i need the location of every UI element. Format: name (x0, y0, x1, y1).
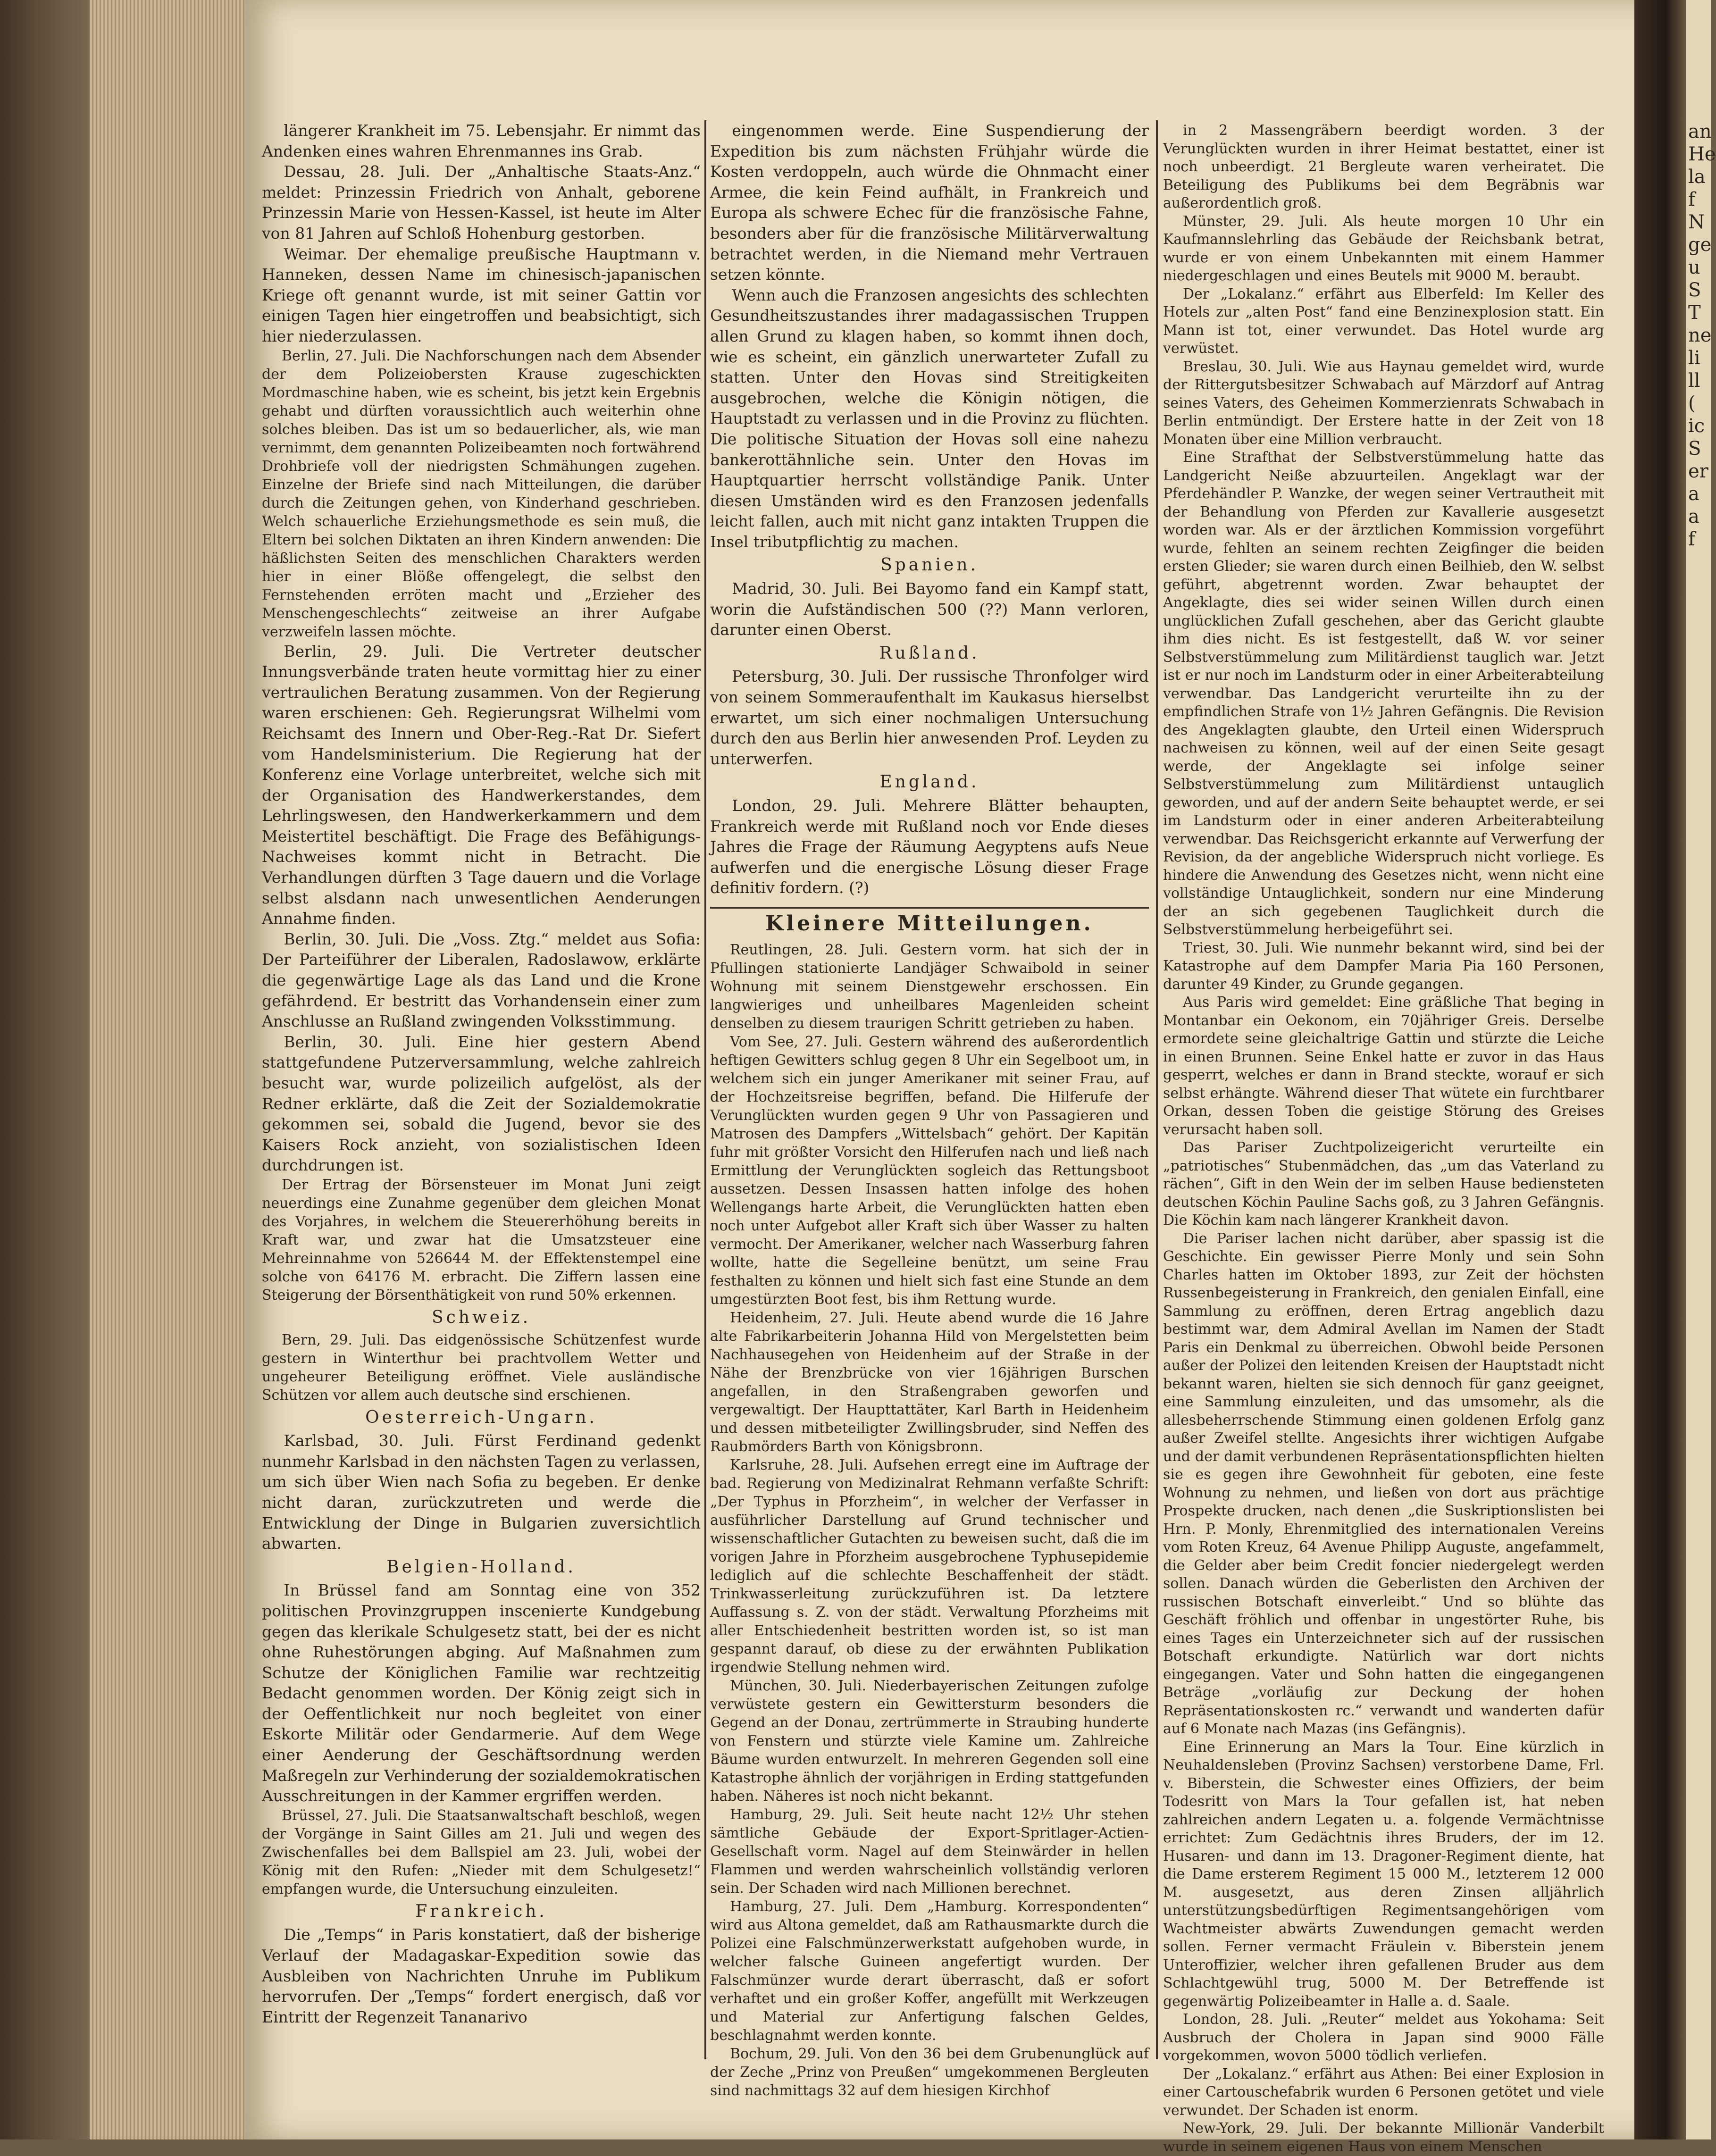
paragraph: Vom See, 27. Juli. Gestern während des außerordentlich heftigen Gewitters schlug gegen 8 Uhr ein Segelboot um, in welchem sich ein junger Amerikaner mit seiner Frau, auf der Hochzeitsreise begriffen, befand. Die Hilferufe der Verunglückten wurden gegen 9 Uhr von Passagieren und Matrosen des Dampfers „Wittelsbach“ gehört. Der Kapitän fuhr mit größter Vorsicht den Hilferufen nach und ließ nach Ermittlung der Verunglückten sogleich das Rettungsboot aussetzen. Dessen Insassen hatten infolge des hohen Wellengangs harte Arbeit, die Verunglückten hatten eben noch unter Aufgebot aller Kraft sich über Wasser zu halten vermocht. Der Amerikaner, welcher nach Wasserburg fahren wollte, hatte die Segelleine benützt, um seine Frau festhalten zu können und hielt sich fast eine Stunde an dem umgestürzten Boot fest, bis ihm Rettung wurde. (710, 1033, 1149, 1308)
fragment-char: er (1688, 460, 1708, 482)
next-page-fragment (1688, 120, 1716, 551)
column-1 (262, 120, 701, 2027)
paragraph: Madrid, 30. Juli. Bei Bayomo fand ein Kampf statt, worin die Aufständischen 500 (??) Mann verloren, darunter einen Oberst. (710, 579, 1149, 639)
paragraph: Münster, 29. Juli. Als heute morgen 10 Uhr ein Kaufmannslehrling das Gebäude der Reichsbank betrat, wurde er von einem Unbekannten mit einem Hammer niedergeschlagen und eines Beutels mit 9000 M. beraubt. (1163, 213, 1604, 284)
book-spine (0, 0, 90, 2139)
section-heading: England. (879, 772, 979, 792)
paragraph: Das Pariser Zuchtpolizeigericht verurteilte ein „patriotisches“ Stubenmädchen, das „um das Vaterland zu rächen“, Gift in den Wein der im selben Hause bediensteten deutschen Köchin Pauline Sachs goß, zu 3 Jahren Gefängnis. Die Köchin kam nach längerer Krankheit davon. (1163, 1139, 1604, 1228)
next-page-edge (1686, 0, 1716, 2139)
paragraph: Brüssel, 27. Juli. Die Staatsanwaltschaft beschloß, wegen der Vorgänge in Saint Gilles am 21. Juli und wegen des Zwischenfalles bei dem Ballspiel am 23. Juli, wobei der König mit den Rufen: „Nieder mit dem Schulgesetz!“ empfangen wurde, die Untersuchung einzuleiten. (262, 1807, 701, 1897)
paragraph: Eine Strafthat der Selbstverstümmelung hatte das Landgericht Neiße abzuurteilen. Angeklagt war der Pferdehändler P. Wanzke, der wegen seiner Vertrautheit mit der Behandlung von Pferden zur Kavallerie ausgesetzt worden war. Als er der ärztlichen Kommission vorgeführt wurde, fehlten an seinem rechten Zeigfinger die beiden ersten Glieder; sie waren durch einen Beilhieb, den W. selbst geführt, abgetrennt worden. Zwar behauptet der Angeklagte, dies sei wider seinen Willen durch einen unglücklichen Zufall geschehen, aber das Gericht glaubte ihm dies nicht. Es ist festgestellt, daß W. vor seiner Selbstverstümmelung zum Militärdienst tauglich war. Jetzt ist er nur noch im Landsturm oder in einer Arbeiterabteilung verwendbar. Das Landgericht verurteilte ihn zu der empfindlichen Strafe von 1½ Jahren Gefängnis. Die Revision des Angeklagten glaubte, den Urteil einen Widerspruch nachweisen zu können, weil auf der einen Seite gesagt werde, der Angeklagte sei infolge seiner Selbstverstümmelung zum Militärdienst untauglich geworden, und auf der andern Seite behauptet werde, er sei im Landsturm oder in einer anderen Arbeiterabteilung verwendbar. Das Reichsgericht erkannte auf Verwerfung der Revision, da der angebliche Widerspruch nicht vorliege. Es hindere die Anwendung des Gesetzes nicht, wenn nicht eine vollständige Untauglichkeit, sondern nur eine Minderung der an sich gegebenen Tauglichkeit durch die Selbstverstümmelung herbeigeführt sei. (1163, 449, 1604, 938)
paragraph: Bochum, 29. Juli. Von den 36 bei dem Grubenunglück auf der Zeche „Prinz von Preußen“ umgekommenen Bergleuten sind nachmittags 32 auf dem hiesigen Kirchhof (710, 2045, 1149, 2099)
paragraph: Berlin, 30. Juli. Eine hier gestern Abend stattgefundene Putzerversammlung, welche zahlreich besucht war, wurde polizeilich aufgelöst, als der Redner erklärte, daß die Zeit der Sozialdemokratie gekommen sei, sobald die Jugend, bevor sie des Kaisers Rock anzieht, von sozialistischen Ideen durchdrungen ist. (262, 1032, 701, 1175)
fragment-char: la (1688, 166, 1706, 188)
paragraph: Die Pariser lachen nicht darüber, aber spassig ist die Geschichte. Ein gewisser Pierre Monly und sein Sohn Charles hatten im Oktober 1893, zur Zeit der höchsten Russenbegeisterung in Frankreich, den genialen Einfall, eine Sammlung zu eröffnen, deren Ertrag angeblich dazu bestimmt war, dem Admiral Avellan im Namen der Stadt Paris ein Denkmal zu überreichen. Obwohl beide Personen außer der Polizei den leitenden Kreisen der Hauptstadt nicht bekannt waren, hielten sie sich dennoch für ganz geeignet, eine Sammlung einzuleiten, und das umsomehr, als die allesbeherrschende Stimmung einen goldenen Erfolg ganz außer Zweifel stellte. Angesichts ihrer wichtigen Aufgabe und der damit verbundenen Repräsentationspflichten hielten sie es gegen ihre Gewohnheit für geboten, eine feste Wohnung zu nehmen, und ließen von dort aus prächtige Prospekte drucken, nach denen „die Suskriptionslisten bei Hrn. P. Monly, Ehrenmitglied des internationalen Vereins vom Roten Kreuz, 64 Avenue Philipp Auguste, angefammelt, die Gelder aber beim Credit foncier niedergelegt werden sollen. Danach würden die Geberlisten den Archiven der russischen Botschaft einverleibt.“ Und so blühte das Geschäft fröhlich und offenbar in ungestörter Ruhe, bis eines Tages ein Unterzeichneter sich auf der russischen Botschaft erkundigte. Natürlich war dort nichts eingegangen. Vater und Sohn hatten die eingegangenen Beträge „vorläufig zur Deckung der hohen Repräsentationskosten rc.“ verwandt und wanderten dafür auf 6 Monate nach Mazas (ins Gefängnis). (1163, 1230, 1604, 1737)
section-divider (710, 907, 1149, 909)
section-heading: Frankreich. (415, 1901, 547, 1921)
paragraph: Hamburg, 29. Juli. Seit heute nacht 12½ Uhr stehen sämtliche Gebäude der Export-Spritlager-Actien-Gesellschaft vorm. Nagel auf dem Steinwärder in hellen Flammen und werden wahrscheinlich vollständig verloren sein. Der Schaden wird nach Millionen berechnet. (710, 1806, 1149, 1897)
fragment-char: ll (1688, 370, 1700, 392)
column-2 (710, 120, 1149, 2100)
column-rule (704, 120, 706, 2059)
section-heading: Schweiz. (431, 1307, 531, 1327)
paragraph: Der „Lokalanz.“ erfährt aus Athen: Bei einer Explosion in einer Cartouschefabrik wurden 6 Personen getötet und viele verwundet. Der Schaden ist enorm. (1163, 2065, 1604, 2119)
paragraph: Dessau, 28. Juli. Der „Anhaltische Staats-Anz.“ meldet: Prinzessin Friedrich von Anhalt, geborene Prinzessin Marie von Hessen-Kassel, ist heute im Alter von 81 Jahren auf Schloß Hohenburg gestorben. (262, 162, 701, 242)
fragment-char: u (1688, 257, 1700, 278)
section-title: Kleinere Mitteilungen. (765, 911, 1094, 936)
paragraph: eingenommen werde. Eine Suspendierung der Expedition bis zum nächsten Frühjahr würde die Kosten verdoppeln, auch würde die Ohnmacht einer Armee, die kein Feind aufhält, in Frankreich und Europa als schwere Echec für die französische Fahne, besonders aber für die französische Militärverwaltung betrachtet werden, in die Niemand mehr Vertrauen setzen könnte. (710, 121, 1149, 284)
fragment-char: He (1688, 143, 1716, 165)
section-heading: Oesterreich-Ungarn. (365, 1407, 597, 1427)
fragment-char: N (1688, 211, 1705, 233)
paragraph: Eine Erinnerung an Mars la Tour. Eine kürzlich in Neuhaldensleben (Provinz Sachsen) verstorbene Dame, Frl. v. Biberstein, die Schwester eines Offiziers, der beim Todesritt von Mars la Tour gefallen ist, hat neben zahlreichen andern Legaten u. a. folgende Vermächtnisse errichtet: Zum Gedächtnis ihres Bruders, der im 12. Husaren- und dann im 13. Dragoner-Regiment diente, hat die Dame ersterem Regiment 15 000 M., letzterem 12 000 M. ausgesetzt, aus deren Zinsen alljährlich unterstützungsbedürftigen Regimentsangehörigen vom Wachtmeister abwärts Zuwendungen gemacht werden sollen. Ferner vermacht Fräulein v. Biberstein jenem Unteroffizier, welcher ihren gefallenen Bruder aus dem Schlachtgewühl trug, 5000 M. Der Betreffende ist gegenwärtig Polizeibeamter in Halle a. d. Saale. (1163, 1738, 1604, 2010)
section-heading: Rußland. (879, 643, 980, 663)
section-heading: Belgien-Holland. (386, 1557, 576, 1577)
fragment-char: ( (1688, 393, 1696, 414)
fragment-char: an (1688, 121, 1712, 142)
fragment-char: ge (1688, 234, 1712, 256)
paragraph: New-York, 29. Juli. Der bekannte Millionär Vanderbilt wurde in seinem eigenen Haus von einem Menschen (1163, 2120, 1604, 2155)
paragraph: Berlin, 30. Juli. Die „Voss. Ztg.“ meldet aus Sofia: Der Parteiführer der Liberalen, Radoslawow, erklärte die gegenwärtige Lage als das Land und die Krone gefährdend. Er bestritt das Vorhandensein einer zum Anschlusse an Rußland zwingenden Volksstimmung. (262, 929, 701, 1031)
paragraph: Karlsruhe, 28. Juli. Aufsehen erregt eine im Auftrage der bad. Regierung von Medizinalrat Rehmann verfaßte Schrift: „Der Typhus in Pforzheim“, in welcher der Verfasser in ausführlicher Darstellung auf Grund technischer und wissenschaftlicher Gutachten zu beweisen sucht, daß die im vorigen Jahre in Pforzheim ausgebrochene Typhusepidemie lediglich auf die schlechte Beschaffenheit der städt. Trinkwasserleitung zurückzuführen ist. Da letztere Auffassung s. Z. von der städt. Verwaltung Pforzheims mit aller Entschiedenheit bestritten worden ist, so ist man gespannt darauf, ob diese zu der erwähnten Publikation irgendwie Stellung nehmen wird. (710, 1456, 1149, 1676)
binding-gutter (1634, 0, 1686, 2139)
paragraph: Der „Lokalanz.“ erfährt aus Elberfeld: Im Keller des Hotels zur „alten Post“ fand eine Benzinexplosion statt. Ein Mann ist tot, einer verwundet. Das Hotel wurde arg verwüstet. (1163, 285, 1604, 357)
fragment-char: ic (1688, 415, 1705, 437)
paragraph: München, 30. Juli. Niederbayerischen Zeitungen zufolge verwüstete gestern ein Gewittersturm besonders die Gegend an der Donau, zertrümmerte in Straubing hunderte von Fenstern und stürzte viele Kamine um. Zahlreiche Bäume wurden entwurzelt. In mehreren Gegenden soll eine Katastrophe ähnlich der vorjährigen in Erding stattgefunden haben. Näheres ist noch nicht bekannt. (710, 1677, 1149, 1805)
paragraph: Hamburg, 27. Juli. Dem „Hamburg. Korrespondenten“ wird aus Altona gemeldet, daß am Rathausmarkte durch die Polizei eine Falschmünzerwerkstatt aufgehoben wurde, in welcher falsche Guineen angefertigt wurden. Der Falschmünzer wurde derart überrascht, daß er sofort verhaftet und ein großer Koffer, angefüllt mit Werkzeugen und Material zur Anfertigung falschen Geldes, beschlagnahmt werden konnte. (710, 1898, 1149, 2044)
paragraph: Karlsbad, 30. Juli. Fürst Ferdinand gedenkt nunmehr Karlsbad in den nächsten Tagen zu verlassen, um sich über Wien nach Sofia zu begeben. Er denke nicht daran, zurückzutreten und werde die Entwicklung der Dinge in Bulgarien zuversichtlich abwarten. (262, 1431, 701, 1553)
fragment-char: ne (1688, 325, 1712, 346)
fragment-char: a (1688, 483, 1699, 505)
paragraph: London, 28. Juli. „Reuter“ meldet aus Yokohama: Seit Ausbruch der Cholera in Japan sind 9000 Fälle vorgekommen, wovon 5000 tödlich verliefen. (1163, 2011, 1604, 2064)
fragment-char: f (1688, 189, 1695, 210)
paragraph: Bern, 29. Juli. Das eidgenössische Schützenfest wurde gestern in Winterthur bei prachtvollem Wetter und ungeheurer Beteiligung eröffnet. Viele ausländische Schützen vor allem auch deutsche sind erschienen. (262, 1331, 701, 1404)
fragment-char: f (1688, 528, 1695, 550)
paragraph: Aus Paris wird gemeldet: Eine gräßliche That beging in Montanbar ein Oekonom, ein 70jähriger Greis. Derselbe ermordete seine gleichaltrige Gattin und stürzte die Leiche in einen Brunnen. Seine Enkel hatte er zuvor in das Haus gesperrt, welches er dann in Brand steckte, worauf er sich selbst erhängte. Während dieser That wütete ein furchtbarer Orkan, dessen Toben die geistige Störung des Greises verursacht haben soll. (1163, 994, 1604, 1138)
paragraph: In Brüssel fand am Sonntag eine von 352 politischen Provinzgruppen inscenierte Kundgebung gegen das klerikale Schulgesetz statt, bei der es nicht ohne Ruhestörungen abging. Auf Maßnahmen zum Schutze der Königlichen Familie war rechtzeitig Bedacht genommen worden. Der König zeigt sich in der Oeffentlichkeit nur noch begleitet von einer Eskorte Militär oder Gendarmerie. Auf dem Wege einer Aenderung der Geschäftsordnung werden Maßregeln zur Verhinderung der sozialdemokratischen Ausschreitungen in der Kammer ergriffen werden. (262, 1581, 701, 1805)
paragraph: in 2 Massengräbern beerdigt worden. 3 der Verunglückten wurden in ihrer Heimat bestattet, einer ist noch unbeerdigt. 21 Bergleute waren verheiratet. Die Beteiligung des Publikums bei dem Begräbnis war außerordentlich groß. (1163, 122, 1604, 211)
paragraph: Berlin, 29. Juli. Die Vertreter deutscher Innungsverbände traten heute vormittag hier zu einer vertraulichen Beratung zusammen. Von der Regierung waren erschienen: Geh. Regierungsrat Wilhelmi vom Reichsamt des Innern und Ober-Reg.-Rat Dr. Siefert vom Handelsministerium. Die Regierung hat der Konferenz eine Vorlage unterbreitet, welche sich mit der Organisation des Handwerkerstandes, dem Lehrlingswesen, den Handwerkerkammern und dem Meistertitel beschäftigt. Die Frage des Befähigungs-Nachweises kommt nicht in Betracht. Die Verhandlungen dürften 3 Tage dauern und die Vorlage selbst alsdann nach unwesentlichen Aenderungen Annahme finden. (262, 642, 701, 928)
paragraph: Wenn auch die Franzosen angesichts des schlechten Gesundheitszustandes ihrer madagassischen Truppen allen Grund zu klagen haben, so kommt ihnen doch, wie es scheint, ein gänzlich unerwarteter Zufall zu statten. Unter den Hovas sind Streitigkeiten ausgebrochen, welche die Königin nötigen, die Hauptstadt zu verlassen und in die Provinz zu flüchten. Die politische Situation der Hovas soll eine nahezu bankerottähnliche sein. Unter den Hovas im Hauptquartier herrscht vollständige Panik. Unter diesen Umständen wird es den Franzosen jedenfalls leicht fallen, auch mit nicht ganz intakten Truppen die Insel tributpflichtig zu machen. (710, 285, 1149, 551)
section-heading: Spanien. (880, 555, 979, 575)
paragraph: längerer Krankheit im 75. Lebensjahr. Er nimmt das Andenken eines wahren Ehrenmannes ins Grab. (262, 121, 701, 160)
paragraph: Der Ertrag der Börsensteuer im Monat Juni zeigt neuerdings eine Zunahme gegenüber dem gleichen Monat des Vorjahres, in welchem die Steuererhöhung bereits in Kraft war, und zwar hat die Umsatzsteuer eine Mehreinnahme von 526644 M. der Effektenstempel eine solche von 64176 M. erbracht. Die Ziffern lassen eine Steigerung der Börsenthätigkeit von rund 50% erkennen. (262, 1176, 701, 1304)
paragraph: Weimar. Der ehemalige preußische Hauptmann v. Hanneken, dessen Name im chinesisch-japanischen Kriege oft genannt wurde, ist mit seiner Gattin vor einigen Tagen hier eingetroffen und beabsichtigt, sich hier niederzulassen. (262, 244, 701, 345)
paragraph: Petersburg, 30. Juli. Der russische Thronfolger wird von seinem Sommeraufenthalt im Kaukasus hierselbst erwartet, um sich einer nochmaligen Untersuchung durch den aus Berlin hier anwesenden Prof. Leyden zu unterwerfen. (710, 667, 1149, 768)
column-3 (1163, 122, 1604, 2156)
paragraph: Berlin, 27. Juli. Die Nachforschungen nach dem Absender der dem Polizeiobersten Krause zugeschickten Mordmaschine haben, wie es scheint, bis jetzt kein Ergebnis gehabt und dürften voraussichtlich auch weiterhin ohne solches bleiben. Das ist um so bedauerlicher, als, wie man vernimmt, dem genannten Polizeibeamten noch fortwährend Drohbriefe voll der niedrigsten Schmähungen zugehen. Einzelne der Briefe sind nach Mitteilungen, die darüber durch die Zeitungen gehen, von Kinderhand geschrieben. Welch schauerliche Erziehungsmethode es sein muß, die Eltern bei solchen Diktaten an ihren Kindern anwenden: Die häßlichsten Seiten des menschlichen Charakters werden hier in einer Blöße offengelegt, die selbst den Fernstehenden erröten macht und „Erzieher des Menschengeschlechts“ zeitweise an ihrer Aufgabe verzweifeln lassen möchte. (262, 347, 701, 640)
paragraph: Reutlingen, 28. Juli. Gestern vorm. hat sich der in Pfullingen stationierte Landjäger Schwaibold in seiner Wohnung mit seinem Dienstgewehr erschossen. Ein langwieriges und unheilbares Magenleiden scheint denselben zu diesem traurigen Schritt getrieben zu haben. (710, 941, 1149, 1032)
fragment-char: a (1688, 506, 1699, 527)
fragment-char: li (1688, 347, 1700, 369)
paragraph: Die „Temps“ in Paris konstatiert, daß der bisherige Verlauf der Madagaskar-Expedition sowie das Ausbleiben von Nachrichten Unruhe im Publikum hervorrufen. Der „Temps“ fordert energisch, daß vor Eintritt der Regenzeit Tananarivo (262, 1925, 701, 2026)
fragment-char: S (1688, 438, 1701, 460)
paragraph: Heidenheim, 27. Juli. Heute abend wurde die 16 Jahre alte Fabrikarbeiterin Johanna Hild von Mergelstetten beim Nachhausegehen von Heidenheim auf der Straße in der Nähe der Brenzbrücke von vier 16jährigen Burschen angefallen, in den Straßengraben geworfen und vergewaltigt. Der Haupttattäter, Karl Barth in Heidenheim und dessen mitbeteiligter Zwillingsbruder, sind Neffen des Raubmörders Barth von Königsbronn. (710, 1309, 1149, 1455)
fragment-char: T (1688, 302, 1701, 324)
page-edges (90, 0, 245, 2139)
fragment-char: S (1688, 279, 1701, 301)
column-rule (1156, 120, 1158, 2059)
paragraph: Triest, 30. Juli. Wie nunmehr bekannt wird, sind bei der Katastrophe auf dem Dampfer Maria Pia 160 Personen, darunter 49 Kinder, zu Grunde gegangen. (1163, 939, 1604, 993)
paragraph: London, 29. Juli. Mehrere Blätter behaupten, Frankreich werde mit Rußland noch vor Ende dieses Jahres die Frage der Räumung Aegyptens aufs Neue aufwerfen und die energische Lösung dieser Frage definitiv fordern. (?) (710, 796, 1149, 897)
paragraph: Breslau, 30. Juli. Wie aus Haynau gemeldet wird, wurde der Rittergutsbesitzer Schwabach auf Märzdorf auf Antrag seines Vaters, des Geheimen Kommerzienrats Schwabach in Berlin entmündigt. Der Erstere hatte in der Zeit von 18 Monaten über eine Million verbraucht. (1163, 358, 1604, 448)
